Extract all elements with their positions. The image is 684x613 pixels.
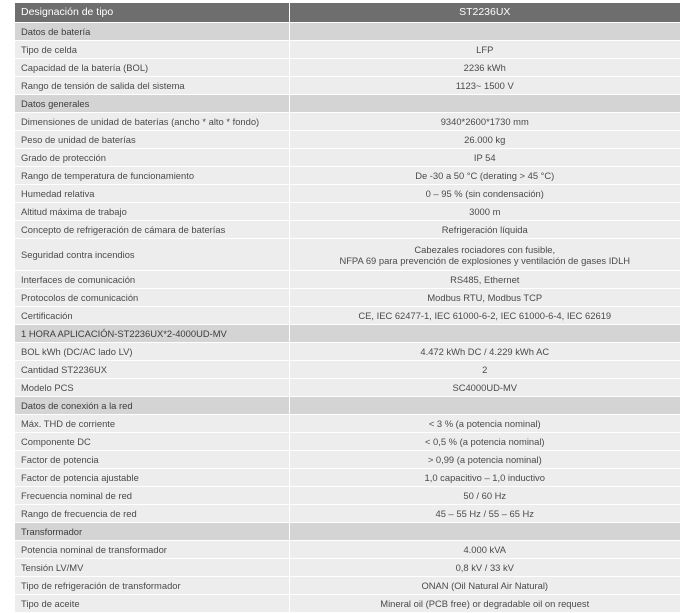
section-filler <box>289 95 680 113</box>
section-header-row <box>15 23 680 41</box>
table-header-row <box>15 3 680 23</box>
table-row <box>15 577 680 595</box>
spec-value: 9340*2600*1730 mm <box>289 113 680 131</box>
spec-label: Potencia nominal de transformador <box>15 541 289 559</box>
table-row <box>15 469 680 487</box>
section-filler <box>289 397 680 415</box>
table-row <box>15 361 680 379</box>
section-title: Datos generales <box>15 95 289 113</box>
table-row <box>15 433 680 451</box>
table-row <box>15 271 680 289</box>
section-filler <box>289 523 680 541</box>
spec-label: Rango de frecuencia de red <box>15 505 289 523</box>
spec-value: CE, IEC 62477-1, IEC 61000-6-2, IEC 61000-6-4, IEC 62619 <box>289 307 680 325</box>
section-title: 1 HORA APLICACIÓN-ST2236UX*2-4000UD-MV <box>15 325 289 343</box>
spec-label: Tipo de celda <box>15 41 289 59</box>
spec-value: 0 – 95 % (sin condensación) <box>289 185 680 203</box>
spec-table-body <box>15 3 680 613</box>
spec-value: ONAN (Oil Natural Air Natural) <box>289 577 680 595</box>
header-label: Designación de tipo <box>15 3 289 23</box>
spec-value: < 0,5 % (a potencia nominal) <box>289 433 680 451</box>
table-row <box>15 307 680 325</box>
spec-value: Refrigeración líquida <box>289 221 680 239</box>
spec-value: LFP <box>289 41 680 59</box>
spec-value: Mineral oil (PCB free) or degradable oil on request <box>289 595 680 613</box>
spec-label: Frecuencia nominal de red <box>15 487 289 505</box>
spec-label: Humedad relativa <box>15 185 289 203</box>
table-row <box>15 41 680 59</box>
table-row <box>15 559 680 577</box>
spec-label: BOL kWh (DC/AC lado LV) <box>15 343 289 361</box>
table-row <box>15 343 680 361</box>
spec-label: Seguridad contra incendios <box>15 239 289 271</box>
spec-label: Componente DC <box>15 433 289 451</box>
spec-label: Dimensiones de unidad de baterías (ancho * alto * fondo) <box>15 113 289 131</box>
table-row <box>15 541 680 559</box>
table-row <box>15 239 680 271</box>
spec-label: Altitud máxima de trabajo <box>15 203 289 221</box>
spec-value: 26.000 kg <box>289 131 680 149</box>
section-title: Datos de batería <box>15 23 289 41</box>
table-row <box>15 451 680 469</box>
spec-label: Máx. THD de corriente <box>15 415 289 433</box>
spec-label: Protocolos de comunicación <box>15 289 289 307</box>
table-row <box>15 149 680 167</box>
section-title: Transformador <box>15 523 289 541</box>
table-row <box>15 379 680 397</box>
section-header-row <box>15 325 680 343</box>
section-title: Datos de conexión a la red <box>15 397 289 415</box>
table-row <box>15 113 680 131</box>
table-row <box>15 77 680 95</box>
spec-value: 3000 m <box>289 203 680 221</box>
spec-table <box>15 3 680 613</box>
header-model: ST2236UX <box>289 3 680 23</box>
spec-value <box>289 239 680 271</box>
table-row <box>15 595 680 613</box>
spec-value: 1123~ 1500 V <box>289 77 680 95</box>
table-row <box>15 415 680 433</box>
spec-label: Rango de tensión de salida del sistema <box>15 77 289 95</box>
spec-value: 2236 kWh <box>289 59 680 77</box>
table-row <box>15 203 680 221</box>
spec-value: 4.000 kVA <box>289 541 680 559</box>
spec-label: Factor de potencia ajustable <box>15 469 289 487</box>
table-row <box>15 167 680 185</box>
spec-label: Cantidad ST2236UX <box>15 361 289 379</box>
table-row <box>15 131 680 149</box>
spec-label: Tipo de aceite <box>15 595 289 613</box>
spec-label: Concepto de refrigeración de cámara de baterías <box>15 221 289 239</box>
spec-value: 45 – 55 Hz / 55 – 65 Hz <box>289 505 680 523</box>
section-filler <box>289 325 680 343</box>
spec-value: 1,0 capacitivo – 1,0 inductivo <box>289 469 680 487</box>
section-filler <box>289 23 680 41</box>
spec-value-line: Cabezales rociadores con fusible, <box>414 243 556 255</box>
spec-label: Factor de potencia <box>15 451 289 469</box>
table-row <box>15 505 680 523</box>
table-row <box>15 289 680 307</box>
table-row <box>15 487 680 505</box>
table-row <box>15 59 680 77</box>
section-header-row <box>15 397 680 415</box>
spec-value: 2 <box>289 361 680 379</box>
table-row <box>15 185 680 203</box>
spec-value-line: NFPA 69 para prevención de explosiones y ventilación de gases IDLH <box>339 254 631 266</box>
spec-label: Grado de protección <box>15 149 289 167</box>
section-header-row <box>15 95 680 113</box>
spec-value: IP 54 <box>289 149 680 167</box>
spec-value: De -30 a 50 °C (derating > 45 °C) <box>289 167 680 185</box>
spec-value: 50 / 60 Hz <box>289 487 680 505</box>
spec-value: 0,8 kV / 33 kV <box>289 559 680 577</box>
spec-label: Certificación <box>15 307 289 325</box>
spec-label: Peso de unidad de baterías <box>15 131 289 149</box>
spec-label: Tipo de refrigeración de transformador <box>15 577 289 595</box>
spec-label: Rango de temperatura de funcionamiento <box>15 167 289 185</box>
spec-label: Modelo PCS <box>15 379 289 397</box>
spec-label: Capacidad de la batería (BOL) <box>15 59 289 77</box>
spec-value: 4.472 kWh DC / 4.229 kWh AC <box>289 343 680 361</box>
spec-value: RS485, Ethernet <box>289 271 680 289</box>
spec-value: SC4000UD-MV <box>289 379 680 397</box>
spec-label: Interfaces de comunicación <box>15 271 289 289</box>
spec-value: > 0,99 (a potencia nominal) <box>289 451 680 469</box>
table-row <box>15 221 680 239</box>
spec-value: < 3 % (a potencia nominal) <box>289 415 680 433</box>
spec-label: Tensión LV/MV <box>15 559 289 577</box>
section-header-row <box>15 523 680 541</box>
spec-value: Modbus RTU, Modbus TCP <box>289 289 680 307</box>
